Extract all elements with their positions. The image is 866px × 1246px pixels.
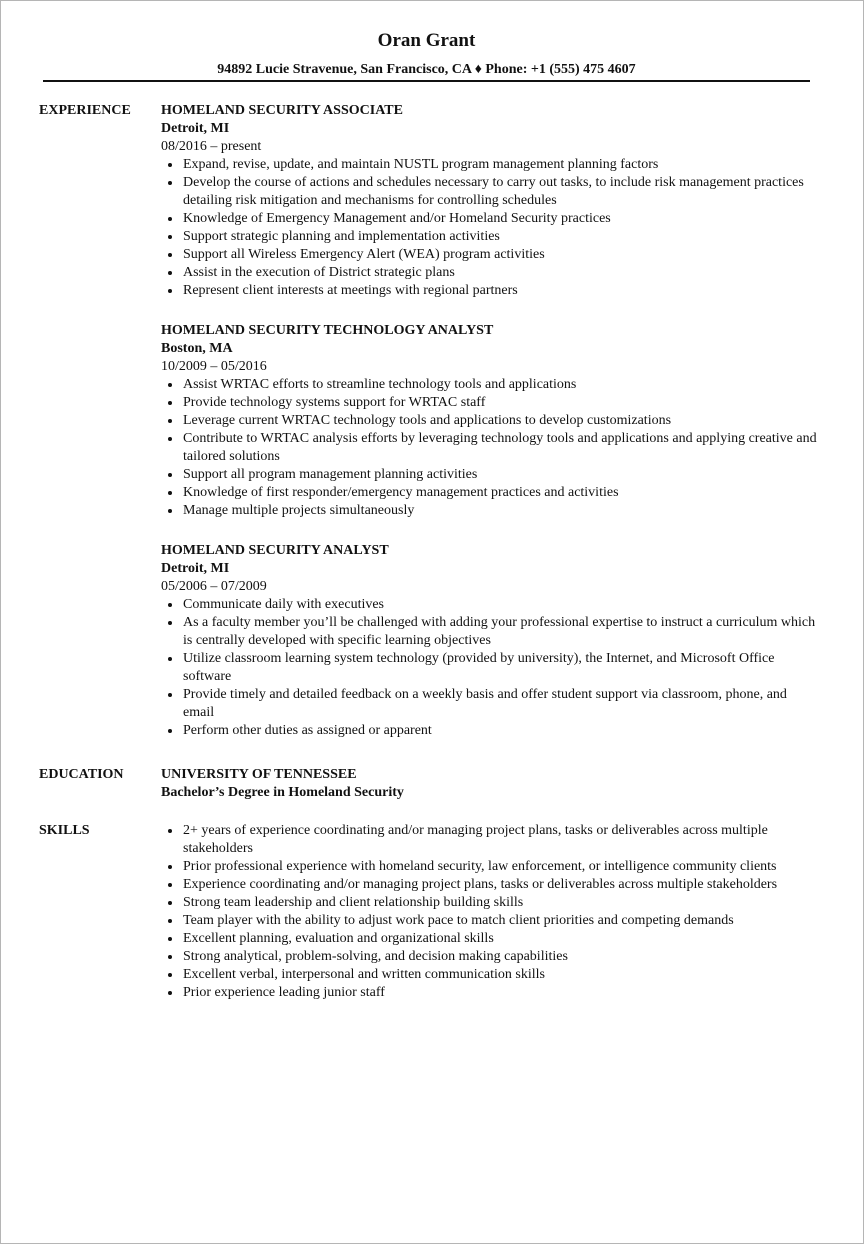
list-item: Represent client interests at meetings with regional partners	[161, 282, 821, 300]
job-entry	[161, 542, 821, 740]
job-location: Detroit, MI	[161, 121, 230, 136]
list-item: Assist in the execution of District strategic plans	[161, 264, 821, 282]
list-item: Experience coordinating and/or managing project plans, tasks or deliverables across multiple stakeholders	[161, 876, 821, 894]
job-location: Boston, MA	[161, 341, 233, 356]
job-title: HOMELAND SECURITY TECHNOLOGY ANALYST	[161, 323, 494, 338]
section-label-experience: EXPERIENCE	[39, 103, 131, 118]
list-item: Prior experience leading junior staff	[161, 984, 821, 1002]
experience-body	[161, 102, 821, 762]
list-item: Excellent verbal, interpersonal and written communication skills	[161, 966, 821, 984]
job-title: HOMELAND SECURITY ANALYST	[161, 543, 389, 558]
job-bullets	[161, 596, 821, 740]
list-item: Contribute to WRTAC analysis efforts by leveraging technology tools and applications and applying creative and tailored solutions	[161, 430, 821, 466]
list-item: Knowledge of Emergency Management and/or Homeland Security practices	[161, 210, 821, 228]
education-body	[161, 766, 821, 802]
list-item: Team player with the ability to adjust work pace to match client priorities and competing demands	[161, 912, 821, 930]
job-dates: 10/2009 – 05/2016	[161, 359, 267, 374]
list-item: Develop the course of actions and schedules necessary to carry out tasks, to include risk management practices detailing risk mitigation and mechanisms for controlling schedules	[161, 174, 821, 210]
list-item: Support strategic planning and implementation activities	[161, 228, 821, 246]
list-item: Communicate daily with executives	[161, 596, 821, 614]
list-item: Assist WRTAC efforts to streamline technology tools and applications	[161, 376, 821, 394]
list-item: Support all Wireless Emergency Alert (WEA) program activities	[161, 246, 821, 264]
list-item: As a faculty member you’ll be challenged with adding your professional expertise to instruct a curriculum which is centrally developed with specific learning objectives	[161, 614, 821, 650]
job-bullets	[161, 156, 821, 300]
list-item: Provide technology systems support for WRTAC staff	[161, 394, 821, 412]
job-dates: 08/2016 – present	[161, 139, 262, 154]
list-item: Excellent planning, evaluation and organizational skills	[161, 930, 821, 948]
section-label-education: EDUCATION	[39, 767, 124, 782]
list-item: Strong team leadership and client relationship building skills	[161, 894, 821, 912]
list-item: Prior professional experience with homeland security, law enforcement, or intelligence community clients	[161, 858, 821, 876]
job-bullets	[161, 376, 821, 520]
list-item: 2+ years of experience coordinating and/or managing project plans, tasks or deliverables across multiple stakeholders	[161, 822, 821, 858]
list-item: Manage multiple projects simultaneously	[161, 502, 821, 520]
list-item: Strong analytical, problem-solving, and decision making capabilities	[161, 948, 821, 966]
section-label-skills: SKILLS	[39, 823, 90, 838]
list-item: Leverage current WRTAC technology tools and applications to develop customizations	[161, 412, 821, 430]
contact-line: 94892 Lucie Stravenue, San Francisco, CA ♦ Phone: +1 (555) 475 4607	[217, 62, 636, 77]
job-dates: 05/2006 – 07/2009	[161, 579, 267, 594]
list-item: Expand, revise, update, and maintain NUSTL program management planning factors	[161, 156, 821, 174]
skills-body	[161, 822, 821, 1002]
job-entry	[161, 322, 821, 520]
list-item: Perform other duties as assigned or apparent	[161, 722, 821, 740]
candidate-name: Oran Grant	[377, 30, 476, 51]
job-title: HOMELAND SECURITY ASSOCIATE	[161, 103, 403, 118]
education-degree: Bachelor’s Degree in Homeland Security	[161, 785, 404, 800]
list-item: Provide timely and detailed feedback on a weekly basis and offer student support via classroom, phone, and email	[161, 686, 821, 722]
resume-header	[43, 29, 810, 79]
list-item: Knowledge of first responder/emergency management practices and activities	[161, 484, 821, 502]
header-divider	[43, 80, 810, 82]
list-item: Support all program management planning activities	[161, 466, 821, 484]
list-item: Utilize classroom learning system technology (provided by university), the Internet, and Microsoft Office software	[161, 650, 821, 686]
job-entry	[161, 102, 821, 300]
job-location: Detroit, MI	[161, 561, 230, 576]
skills-list	[161, 822, 821, 1002]
education-school: UNIVERSITY OF TENNESSEE	[161, 767, 357, 782]
